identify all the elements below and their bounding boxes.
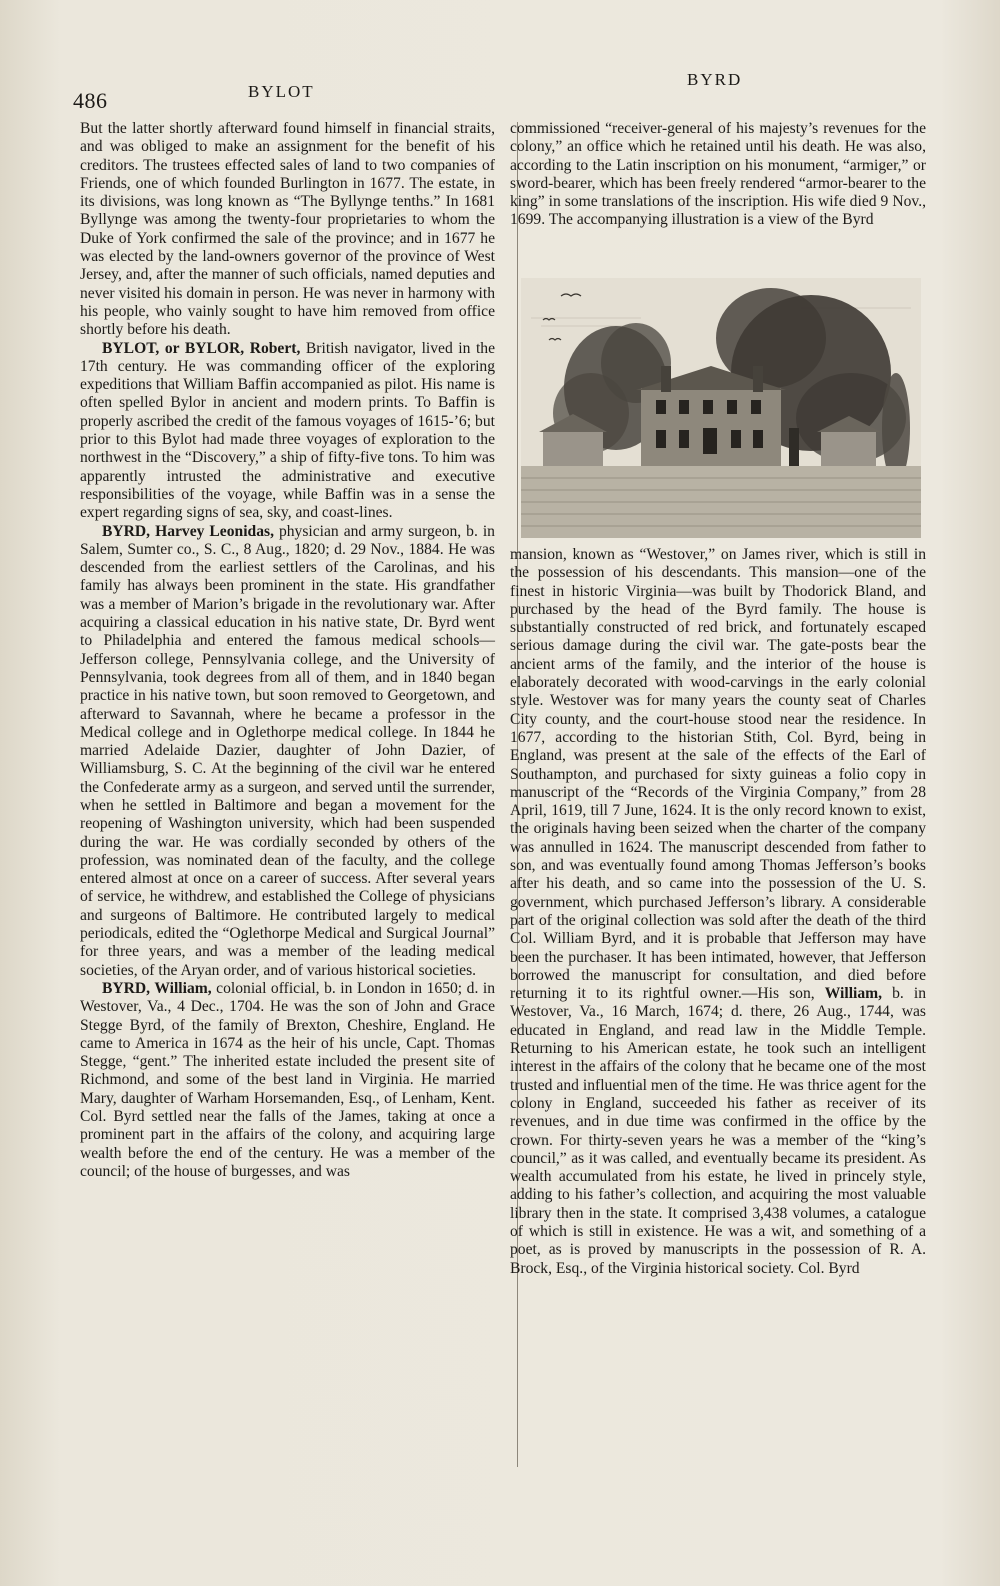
right-column-top	[510, 120, 926, 230]
westover-mansion-illustration	[521, 278, 921, 538]
page-number: 486	[73, 88, 108, 113]
inline-name-william: William,	[824, 985, 883, 1003]
running-head-right: BYRD	[687, 70, 743, 89]
right-bottom-paragraph	[510, 546, 926, 1278]
headword-byrd-harvey: BYRD, Harvey Leonidas,	[102, 522, 274, 540]
engraving-image	[521, 278, 921, 538]
entry-byrd-william	[80, 980, 495, 1181]
entry-text-bylot: British navigator, lived in the 17th century. He was commanding officer of the exploring expeditions that William Baffin accompanied as pilot. His name is often spelled Bylor in ancient and modern prints. To Baffin is properly ascribed the credit of the famous voyages of 1615-’6; but prior to this Bylot had made three voyages of exploration to the northwest in the “Discovery,” a ship of fifty-five tons. To him was apparently intrusted the administrative and executive responsibilities of the voyage, while Baffin was in a sense the expert regarding signs of sea, sky, and coast-lines.	[80, 339, 495, 522]
entry-bylot	[80, 340, 495, 523]
headword-byrd-william: BYRD, William,	[102, 979, 212, 997]
page-header	[0, 70, 1000, 113]
continuation-paragraph: But the latter shortly afterward found himself in financial straits, and was obliged to make an assignment for the benefit of his creditors. The trustees effected sales of land to two companies of Friends, one of which founded Burlington in 1677. The estate, in its divisions, was long known as “The Byllynge tenths.” In 1681 Byllynge was among the twenty-four proprietaries to whom the Duke of York confirmed the sale of the province; and in 1677 he was elected by the land-owners governor of the province of West Jersey, and, after the manner of such officials, named deputies and never visited his domain in person. He was never in harmony with his people, who vainly sought to have him removed from office shortly before his death.	[80, 120, 495, 339]
entry-text-byrd-william: colonial official, b. in London in 1650; d. in Westover, Va., 4 Dec., 1704. He was the son of John and Grace Stegge Byrd, of the family of Brexton, Cheshire, England. He came to America in 1674 as the heir of his uncle, Capt. Thomas Stegge, “gent.” The inherited estate included the present site of Richmond, and some of the best land in Virginia. He married Mary, daughter of Warham Horsemanden, Esq., of Lenham, Kent. Col. Byrd settled near the falls of the James, taking at once a prominent part in the affairs of the colony, and acquiring large wealth before the end of the century. He was a member of the council; of the house of burgesses, and was	[80, 979, 496, 1180]
left-column	[80, 120, 495, 1181]
right-column-bottom	[510, 546, 926, 1278]
entry-text-byrd-harvey: physician and army surgeon, b. in Salem, Sumter co., S. C., 8 Aug., 1820; d. 29 Nov., 1884. He was descended from the earliest settlers of the Carolinas, and his family has always been prominent in the state. His grandfather was a member of Marion’s brigade in the revolutionary war. After acquiring a classical education in his native state, Dr. Byrd went to Philadelphia and entered the famous medical schools—Jefferson college, Pennsylvania college, and the University of Pennsylvania, took degrees from all of them, and in 1840 began practice in his native town, but soon removed to Georgetown, and afterward to Savannah, where he became a professor in the Medical college and in Oglethorpe medical college. In 1844 he married Adelaide Dazier, daughter of John Dazier, of Williamsburg, S. C. At the beginning of the civil war he entered the Confederate army as a surgeon, and served until the surrender, when he settled in Baltimore and began a movement for the reopening of Washington university, which had been suspended during the war. He was cordially seconded by others of the profession, was nominated dean of the faculty, and the college entered almost at once on a career of success. After several years of service, he withdrew, and established the College of physicians and surgeons of Baltimore. He contributed largely to medical periodicals, edited the “Oglethorpe Medical and Surgical Journal” for three years, and was a member of the leading medical societies, of the Aryan order, and of various historical societies.	[80, 522, 495, 979]
westover-text: mansion, known as “Westover,” on James river, which is still in the possession of his descendants. This mansion—one of the finest in historic Virginia—was built by Thodorick Bland, and purchased by the head of the Byrd family. The house is substantially constructed of red brick, and fortunately escaped serious damage during the civil war. The gate-posts bear the ancient arms of the family, and the interior of the house is elaborately decorated with wood-carvings in the early colonial style. Westover was for many years the county seat of Charles City county, and the court-house stood near the residence. In 1677, according to the historian Stith, Col. Byrd, being in England, was present at the sale of the effects of the Earl of Southampton, and purchased for sixty guineas a folio copy in manuscript of the “Records of the Virginia Company,” from 28 April, 1619, till 7 June, 1624. It is the only record known to exist, the originals having been seized when the charter of the company was annulled in 1624. The manuscript descended from father to son, and was eventually found among Thomas Jefferson’s books after his death, and so came into the possession of the U. S. government, which purchased Jefferson’s library. A considerable part of the original collection was sold after the death of the third Col. William Byrd, and it is probable that Jefferson may have been the purchaser. It has been intimated, however, that Jefferson borrowed the manuscript for consultation, and died before returning it to its rightful owner.—His son,	[510, 546, 926, 1003]
running-head-left: BYLOT	[248, 82, 315, 101]
right-top-paragraph: commissioned “receiver-general of his majesty’s revenues for the colony,” an office which he retained until his death. He was also, according to the Latin inscription on his monument, “armiger,” or sword-bearer, which has been freely rendered “armor-bearer to the king” in some translations of the inscription. His wife died 9 Nov., 1699. The accompanying illustration is a view of the Byrd	[510, 120, 926, 229]
entry-byrd-harvey	[80, 523, 495, 980]
william-son-text: b. in Westover, Va., 16 March, 1674; d. there, 26 Aug., 1744, was educated in England, and read law in the Middle Temple. Returning to his American estate, he took such an intelligent interest in the affairs of the colony that he became one of the most trusted and influential men of the time. He was thrice agent for the colony in England, succeeded his father as receiver of its revenues, and in due time was confirmed in the office by the crown. For thirty-seven years he was a member of the “king’s council,” as it was called, and eventually became its president. As wealth accumulated from his estate, he lived in princely style, adding to his father’s collection, and acquiring the most valuable library then in the state. It comprised 3,438 volumes, a catalogue of which is still in existence. He was a wit, and something of a poet, as is proved by manuscripts in the possession of R. A. Brock, Esq., of the Virginia historical society. Col. Byrd	[510, 985, 926, 1277]
headword-bylot: BYLOT, or BYLOR, Robert,	[102, 339, 301, 357]
